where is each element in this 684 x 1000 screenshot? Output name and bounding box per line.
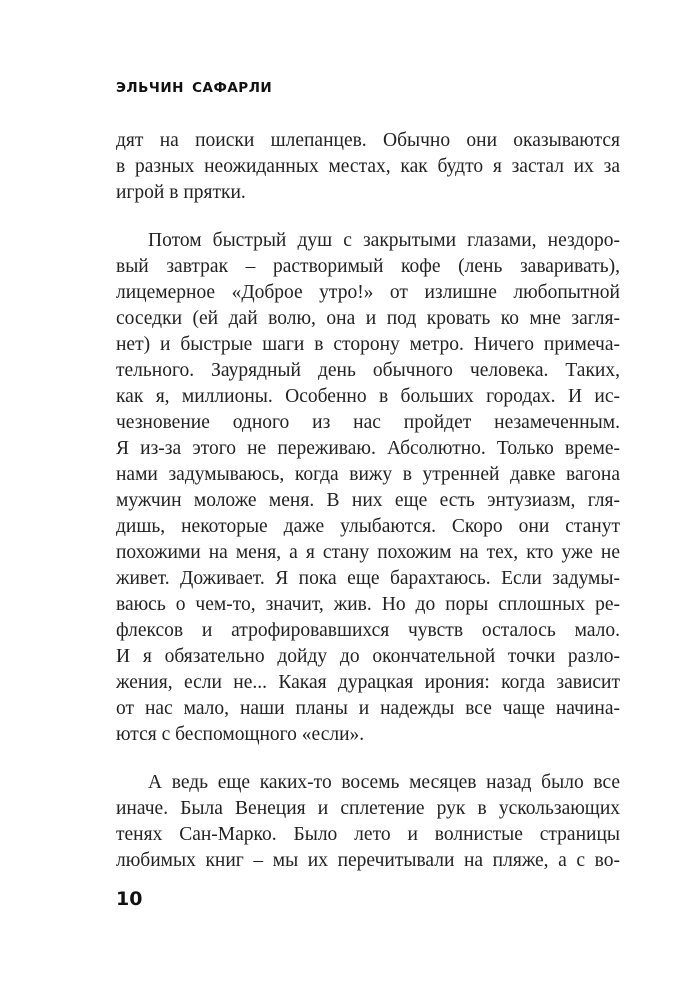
paragraph bbox=[116, 128, 620, 206]
text-line: соседки (ей дай волю, она и под кровать ко мне загля- bbox=[116, 308, 620, 329]
page-number: 10 bbox=[116, 888, 143, 910]
text-line: И я обязательно дойду до окончательной точки разло- bbox=[116, 646, 620, 667]
text-line: флексов и атрофировавшихся чувств осталось мало. bbox=[116, 620, 620, 641]
text-line: дят на поиски шлепанцев. Обычно они оказываются bbox=[116, 130, 620, 151]
text-line: тенях Сан-Марко. Было лето и волнистые страницы bbox=[116, 824, 620, 845]
text-line: Я из-за этого не переживаю. Абсолютно. Только време- bbox=[116, 438, 620, 459]
text-line: дишь, некоторые даже улыбаются. Скоро они станут bbox=[116, 516, 620, 537]
text-line: в разных неожиданных местах, как будто я застал их за bbox=[116, 156, 620, 177]
text-line: Потом быстрый душ с закрытыми глазами, нездоро- bbox=[148, 230, 620, 251]
text-line: жения, если не... Какая дурацкая ирония: когда зависит bbox=[116, 672, 620, 693]
text-line: живет. Доживает. Я пока еще барахтаюсь. Если задумы- bbox=[116, 568, 620, 589]
running-header-author: ЭЛЬЧИН САФАРЛИ bbox=[116, 80, 273, 96]
text-line: тельного. Заурядный день обычного человека. Таких, bbox=[116, 360, 620, 381]
text-line: как я, миллионы. Особенно в больших городах. И ис- bbox=[116, 386, 620, 407]
text-line: любимых книг – мы их перечитывали на пляже, а с во- bbox=[116, 850, 620, 871]
text-line: А ведь еще каких-то восемь месяцев назад было все bbox=[148, 772, 620, 793]
text-line: похожими на меня, а я стану похожим на тех, кто уже не bbox=[116, 542, 620, 563]
text-line: нами задумываюсь, когда вижу в утренней давке вагона bbox=[116, 464, 620, 485]
text-line: лицемерное «Доброе утро!» от излишне любопытной bbox=[116, 282, 620, 303]
text-line: вый завтрак – растворимый кофе (лень заваривать), bbox=[116, 256, 620, 277]
paragraph bbox=[116, 770, 620, 874]
text-line: ются с беспомощного «если». bbox=[116, 724, 365, 745]
paragraph bbox=[116, 228, 620, 748]
body-text bbox=[116, 128, 620, 896]
text-line: игрой в прятки. bbox=[116, 182, 246, 203]
text-line: иначе. Была Венеция и сплетение рук в ускользающих bbox=[116, 798, 620, 819]
text-line: от нас мало, наши планы и надежды все чаще начина- bbox=[116, 698, 620, 719]
text-line: мужчин моложе меня. В них еще есть энтузиазм, гля- bbox=[116, 490, 620, 511]
text-line: нет) и быстрые шаги в сторону метро. Ничего примеча- bbox=[116, 334, 620, 355]
text-line: чезновение одного из нас пройдет незамеченным. bbox=[116, 412, 620, 433]
text-line: ваюсь о чем-то, значит, жив. Но до поры сплошных ре- bbox=[116, 594, 620, 615]
